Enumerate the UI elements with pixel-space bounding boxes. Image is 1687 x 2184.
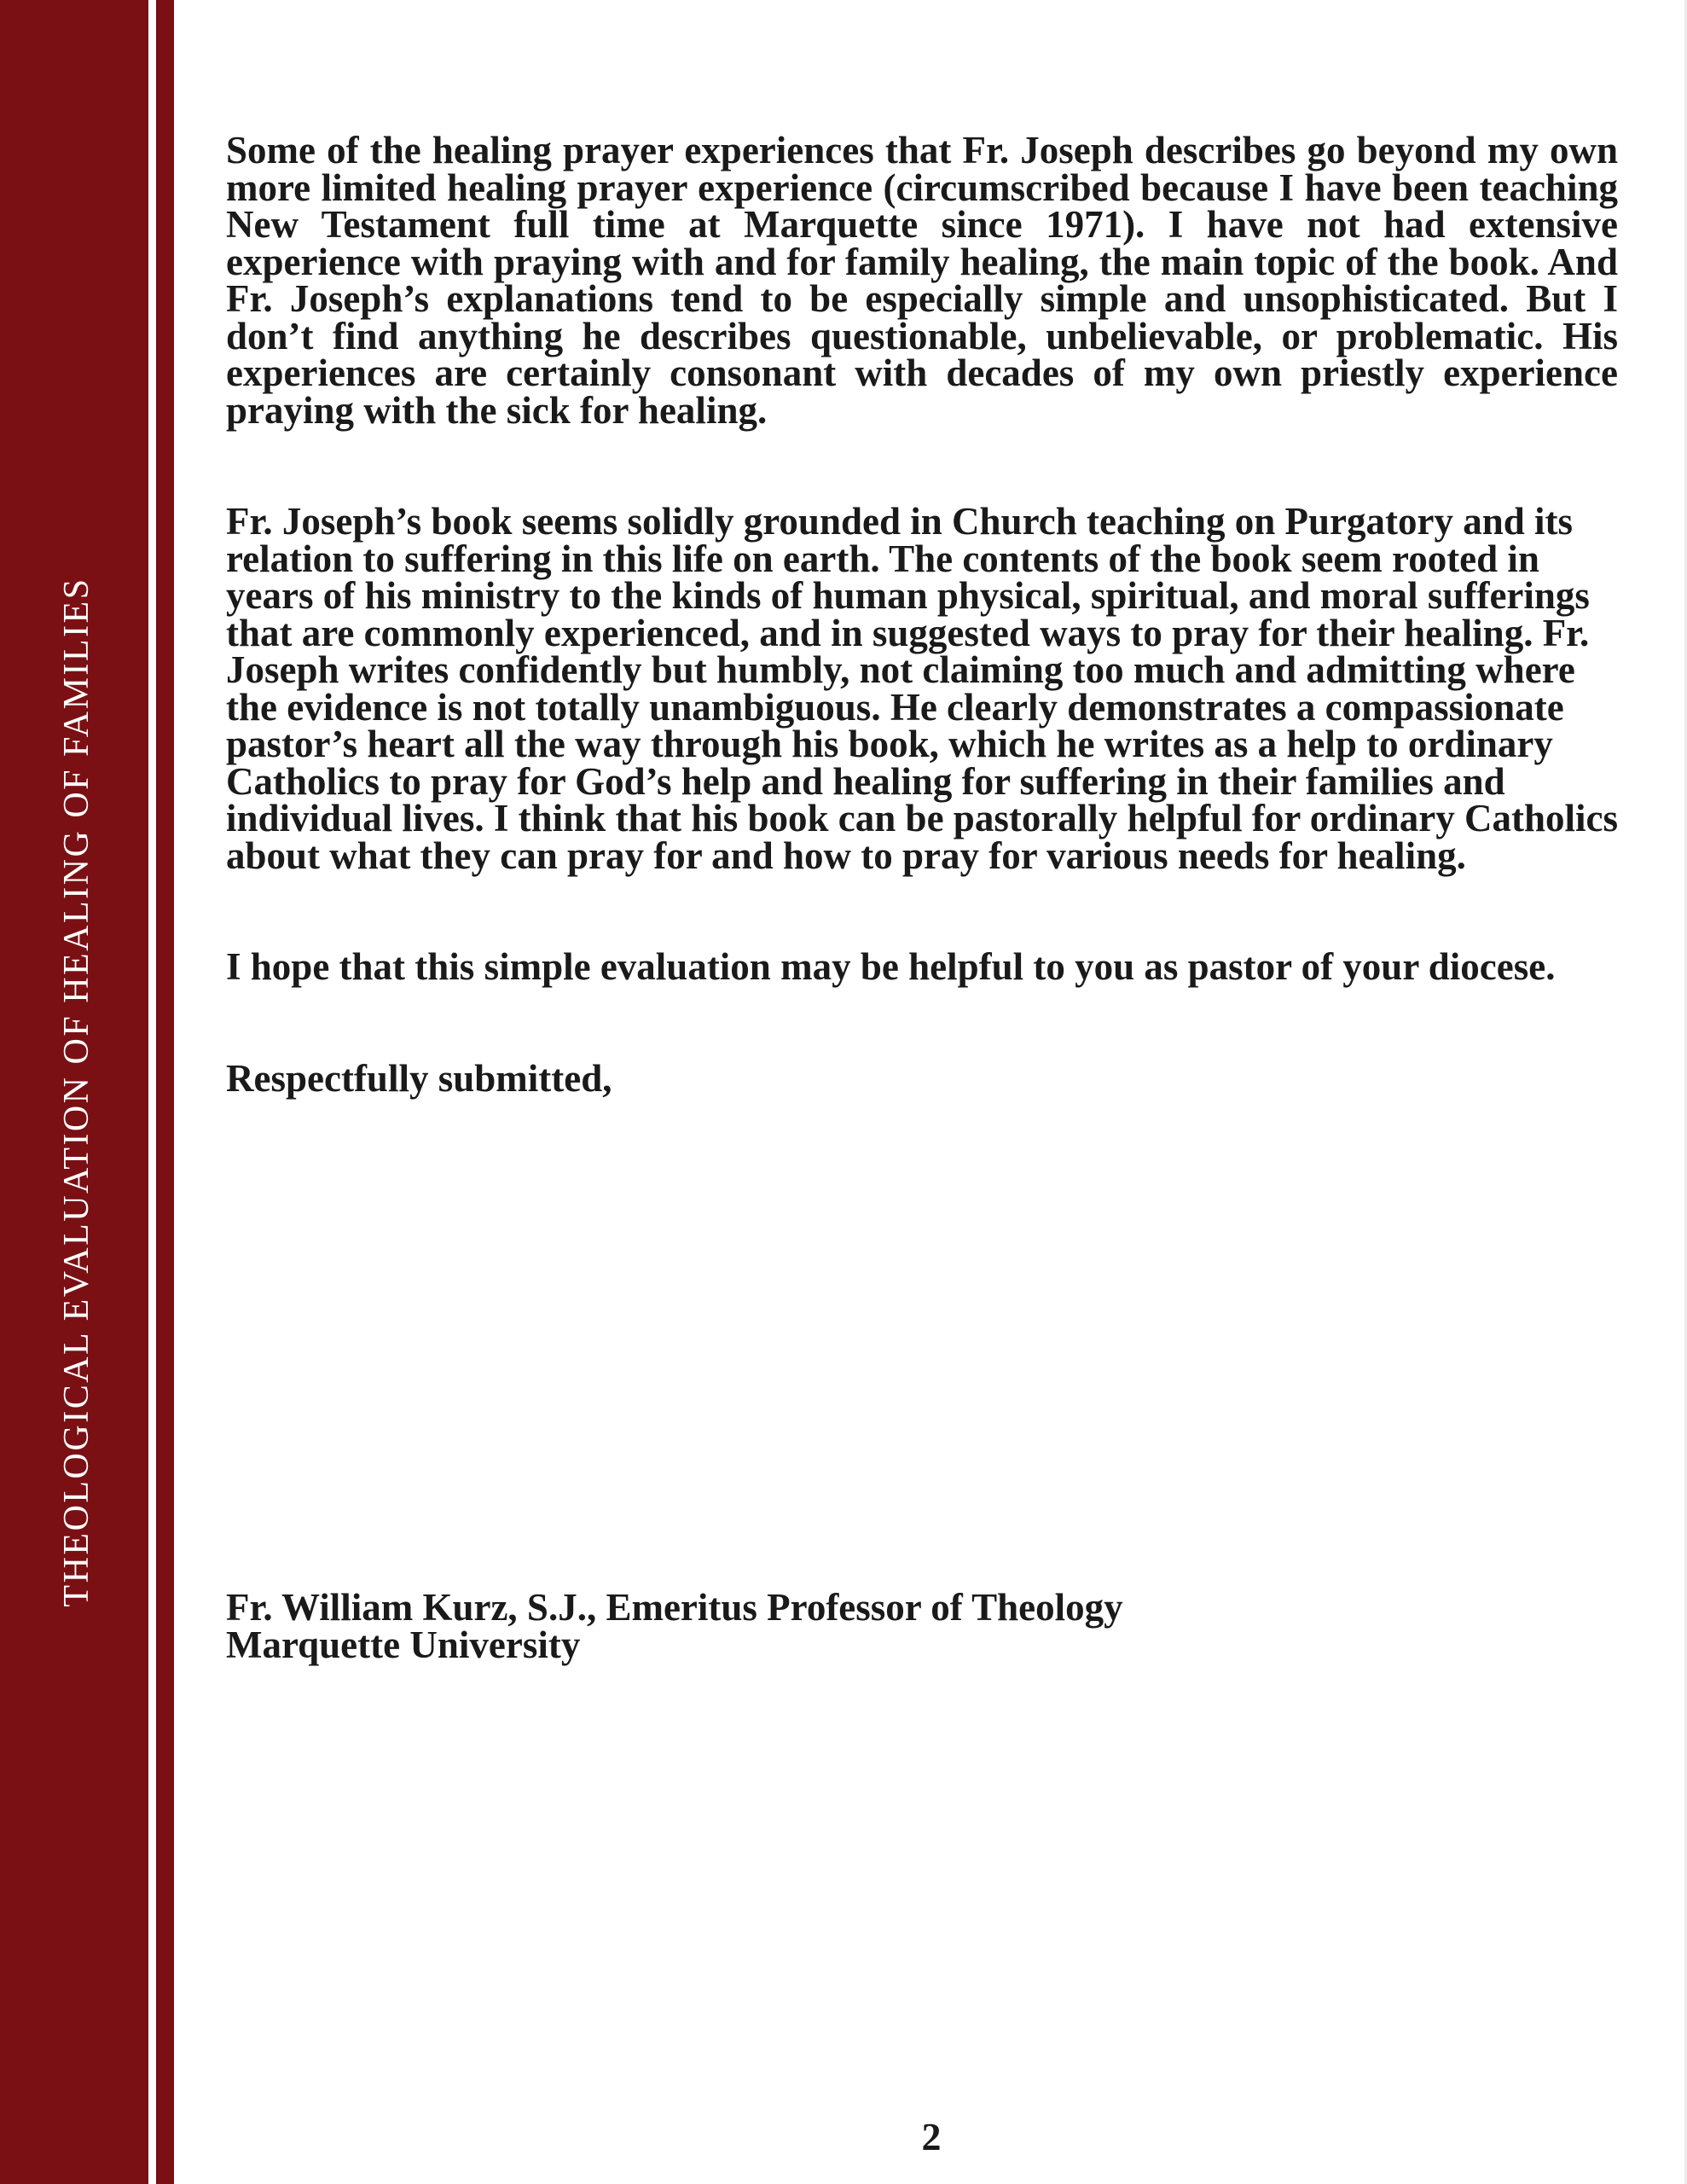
side-banner-inner [156, 0, 174, 2184]
signature-affiliation: Marquette University [226, 1623, 581, 1666]
side-stripe [148, 0, 156, 2184]
side-title: THEOLOGICAL EVALUATION OF HEALING OF FAMILIES [57, 577, 96, 1607]
page-number: 2 [921, 2115, 942, 2158]
letter-body [226, 129, 1618, 1100]
paragraph-book-grounding: Fr. Joseph’s book seems solidly grounded in Church teaching on Purgatory and its relation to suffering in this life on earth. The contents of the book seem rooted in years of his ministry to the kinds of human physical, spiritual, and moral sufferings that are commonly experienced, and in suggested ways to pray for their healing. Fr. Joseph writes confidently but humbly, not claiming too much and admitting where the evidence is not totally unambiguous. He clearly demonstrates a compassionate pastor’s heart all the way through his book, which he writes as a help to ordinary Catholics to pray for God’s help and healing for suffering in their families and [226, 500, 1590, 803]
paragraph-book-grounding-continued: individual lives. I think that his book can be pastorally helpful for ordinary Catholics about what they can pray for and how to pray for various needs for healing. [226, 797, 1618, 877]
signature-name: Fr. William Kurz, S.J., Emeritus Professor of Theology [226, 1586, 1123, 1629]
signature-block [226, 1586, 1123, 1666]
paragraph-healing-experience: Some of the healing prayer experiences that Fr. Joseph describes go beyond my own more limited healing prayer experience (circumscribed because I have been teaching New Testament full time at Marquette since 1971). I have not had extensive experience with praying with and for family healing, the main topic of the book. And Fr. Joseph’s explanations tend to be especially simple and unsophisticated. But I don’t find anything he describes questionable, unbelievable, or problematic. His experiences are certainly consonant with decades of my own priestly experience praying with the sick for healing. [226, 129, 1618, 432]
paragraph-hope: I hope that this simple evaluation may be helpful to you as pastor of your diocese. [226, 945, 1556, 988]
closing-line: Respectfully submitted, [226, 1056, 612, 1100]
